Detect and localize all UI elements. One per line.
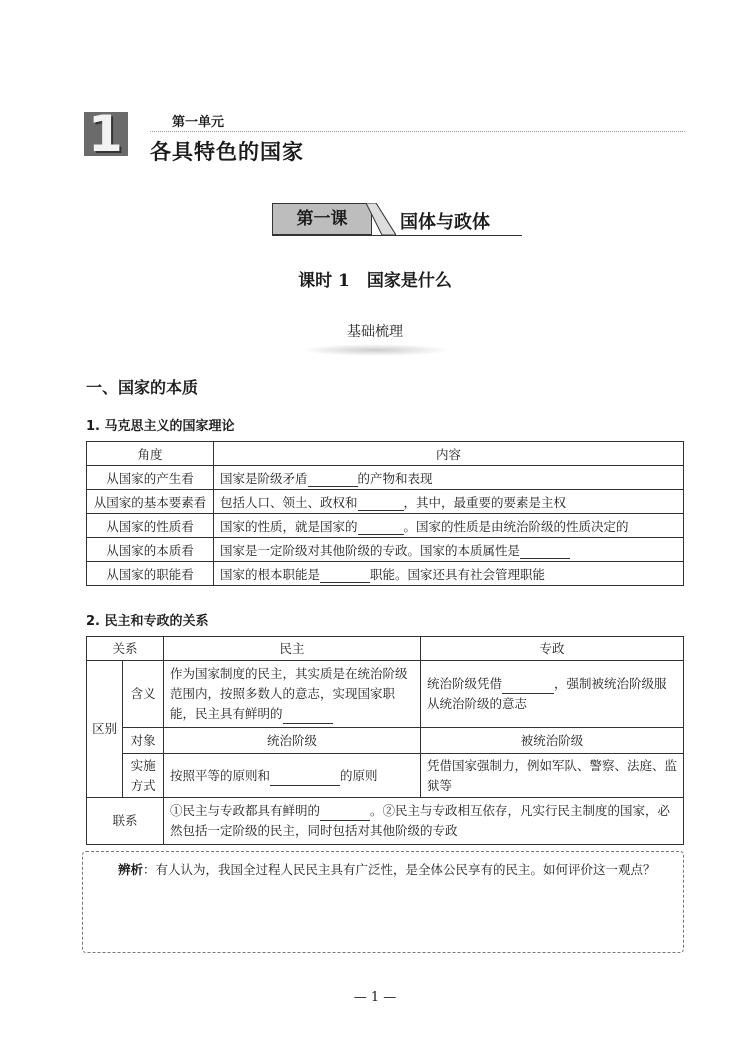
unit-title: 各具特色的国家	[150, 140, 304, 164]
fill-blank[interactable]	[320, 568, 370, 583]
fill-blank[interactable]	[358, 520, 404, 535]
method-dictatorship: 凭借国家强制力，例如军队、警察、法庭、监狱等	[421, 754, 684, 798]
table-row	[87, 562, 684, 586]
unit-divider	[150, 131, 685, 132]
fill-blank[interactable]	[320, 806, 370, 821]
page-number: — 1 —	[353, 990, 397, 1005]
angle-cell: 从国家的职能看	[87, 562, 214, 586]
fill-blank[interactable]	[520, 544, 570, 559]
object-dictatorship: 被统治阶级	[421, 728, 684, 754]
link-label: 联系	[87, 798, 164, 845]
basic-heading-shadow	[300, 344, 450, 356]
diff-cell: 区别	[87, 661, 123, 798]
fill-blank[interactable]	[308, 472, 358, 487]
table-header: 专政	[421, 637, 684, 661]
lesson-title: 国体与政体	[400, 212, 490, 233]
angle-cell: 从国家的产生看	[87, 466, 214, 490]
table-row	[87, 490, 684, 514]
fill-blank[interactable]	[502, 679, 554, 694]
table-header: 内容	[214, 442, 684, 466]
link-content: ①民主与专政都具有鲜明的 。②民主与专政相互依存，凡实行民主制度的国家，必然包括一定阶级的民主，同时包括对其他阶级的专政	[164, 798, 684, 845]
angle-cell: 从国家的基本要素看	[87, 490, 214, 514]
basic-heading: 基础梳理	[347, 324, 403, 340]
subheading-1: 1. 马克思主义的国家理论	[86, 419, 235, 434]
angle-cell: 从国家的本质看	[87, 538, 214, 562]
subheading-2: 2. 民主和专政的关系	[86, 614, 209, 629]
fill-blank[interactable]	[283, 709, 333, 724]
table-header: 角度	[87, 442, 214, 466]
section-heading: 一、国家的本质	[86, 378, 199, 397]
table-header: 关系	[87, 637, 164, 661]
meaning-label: 含义	[123, 661, 164, 728]
analysis-prompt: 辨析：有人认为，我国全过程人民民主具有广泛性，是全体公民享有的民主。如何评价这一观点？	[118, 862, 656, 877]
object-label: 对象	[123, 728, 164, 754]
marxist-theory-table	[86, 441, 684, 586]
meaning-dictatorship: 统治阶级凭借 ，强制被统治阶级服从统治阶级的意志	[421, 661, 684, 728]
fill-blank[interactable]	[270, 771, 340, 786]
content-cell: 国家的根本职能是 职能。国家还具有社会管理职能	[214, 562, 684, 586]
angle-cell: 从国家的性质看	[87, 514, 214, 538]
object-democracy: 统治阶级	[164, 728, 421, 754]
method-democracy: 按照平等的原则和 的原则	[164, 754, 421, 798]
democracy-dictatorship-table	[86, 636, 684, 845]
fill-blank[interactable]	[358, 496, 404, 511]
content-cell: 国家是阶级矛盾 的产物和表现	[214, 466, 684, 490]
lesson-banner-slant	[366, 203, 396, 235]
content-cell: 包括人口、领土、政权和 ，其中，最重要的要素是主权	[214, 490, 684, 514]
table-row	[87, 538, 684, 562]
unit-label: 第一单元	[172, 115, 225, 130]
content-cell: 国家的性质，就是国家的 。国家的性质是由统治阶级的性质决定的	[214, 514, 684, 538]
table-row	[87, 466, 684, 490]
method-label: 实施方式	[123, 754, 164, 798]
meaning-democracy: 作为国家制度的民主，其实质是在统治阶级范围内，按照多数人的意志，实现国家职能，民主具有鲜明的	[164, 661, 421, 728]
content-cell: 国家是一定阶级对其他阶级的专政。国家的本质属性是	[214, 538, 684, 562]
lesson-underline	[272, 235, 522, 236]
table-header: 民主	[164, 637, 421, 661]
period-title: 课时 1 国家是什么	[298, 271, 452, 291]
unit-number: 1	[88, 105, 123, 163]
lesson-label: 第一课	[272, 203, 372, 235]
table-row	[87, 514, 684, 538]
